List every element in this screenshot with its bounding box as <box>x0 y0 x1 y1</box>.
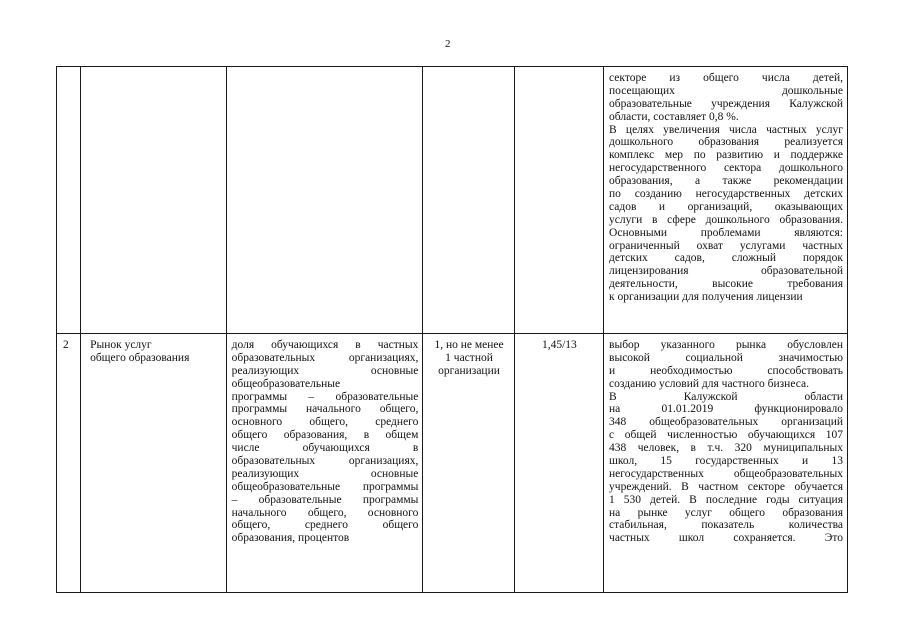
text-line: программы начального общего, <box>231 403 419 416</box>
text-line: доля обучающихся в частных <box>231 339 419 351</box>
text-line: образования, а также рекомендации <box>609 175 843 188</box>
text-line: детских садов, сложный порядок <box>609 252 843 265</box>
text-line: программы – образовательные <box>231 390 419 403</box>
text-line: выбор указанного рынка обусловлен <box>609 339 843 351</box>
indicator-cell <box>226 334 423 593</box>
text-line: 1, но не менее <box>434 339 504 351</box>
text-line: образования, процентов <box>231 532 350 545</box>
target-value-cell <box>423 334 514 593</box>
text-line: реализующих основные <box>231 467 419 480</box>
row-number-cell <box>57 67 81 334</box>
target-value-cell <box>423 67 514 334</box>
text-line: Основными проблемами являются: <box>609 226 843 239</box>
page-number: 2 <box>445 38 451 50</box>
text-line: общеобразовательные программы <box>231 480 419 493</box>
indicator-text <box>227 334 423 547</box>
text-line: числе обучающихся в <box>231 442 419 455</box>
text-line: негосударственного сектора дошкольного <box>609 162 843 175</box>
text-line: школ, 15 государственных и 13 <box>609 455 843 468</box>
text-line: на 01.01.2019 функционировало <box>609 403 843 416</box>
actual-value: 1,45/13 <box>541 339 577 351</box>
text-line: реализующих основные <box>231 364 419 377</box>
text-line: 1 530 детей. В последние годы ситуация <box>609 493 843 506</box>
target-value <box>423 334 513 380</box>
text-line: и необходимостью способствовать <box>609 364 843 377</box>
text-line: области, составляет 0,8 %. <box>609 110 739 123</box>
text-line: посещающих дошкольные <box>609 84 843 97</box>
actual-value-cell <box>514 67 603 334</box>
description-cell <box>604 67 848 334</box>
text-line: ограниченный охват услугами частных <box>609 239 843 252</box>
indicator-cell <box>226 67 423 334</box>
text-line: начального общего, основного <box>231 506 419 519</box>
text-line: частных школ сохраняется. Это <box>609 532 843 545</box>
text-line: учреждений. В частном секторе обучается <box>609 480 843 493</box>
market-name-cell <box>81 67 227 334</box>
description-text <box>604 334 847 547</box>
market-name-cell <box>81 334 227 593</box>
market-name <box>81 334 226 367</box>
text-line: основного общего, среднего <box>231 416 419 429</box>
text-line: образовательных организациях, <box>231 455 419 468</box>
text-line: на рынке услуг общего образования <box>609 506 843 519</box>
text-line: организации <box>438 364 500 377</box>
text-line: общего образования <box>90 351 190 364</box>
text-line: общего, среднего общего <box>231 519 419 532</box>
text-line: дошкольного образования реализуется <box>609 136 843 149</box>
text-line: услуги в сфере дошкольного образования. <box>609 213 843 226</box>
text-line: по созданию негосударственных детских <box>609 188 843 201</box>
text-line: высокой социальной значимостью <box>609 351 843 364</box>
actual-value-wrap <box>515 334 603 354</box>
text-line: садов и организаций, оказывающих <box>609 200 843 213</box>
text-line: образовательные учреждения Калужской <box>609 97 843 110</box>
row-number-cell <box>57 334 81 593</box>
text-line: В Калужской области <box>609 390 843 403</box>
table-row <box>57 334 848 593</box>
text-line: образовательных организациях, <box>231 351 419 364</box>
text-line: с общей численностью обучающихся 107 <box>609 429 843 442</box>
text-line: В целях увеличения числа частных услуг <box>609 123 843 136</box>
text-line: созданию условий для частного бизнеса. <box>609 377 809 390</box>
text-line: 348 общеобразовательных организаций <box>609 416 843 429</box>
text-line: Рынок услуг <box>90 339 152 351</box>
text-line: комплекс мер по развитию и поддержке <box>609 149 843 162</box>
text-line: общеобразовательные <box>231 377 341 390</box>
row-number: 2 <box>63 339 69 351</box>
text-line: 1 частной <box>445 351 493 364</box>
data-table <box>56 66 848 593</box>
text-line: секторе из общего числа детей, <box>609 72 843 84</box>
text-line: – образовательные программы <box>231 493 419 506</box>
text-line: к организации для получения лицензии <box>609 291 803 304</box>
text-line: лицензирования образовательной <box>609 265 843 278</box>
actual-value-cell <box>514 334 603 593</box>
text-line: общего образования, в общем <box>231 429 419 442</box>
description-text <box>604 67 847 306</box>
text-line: деятельности, высокие требования <box>609 278 843 291</box>
text-line: негосударственных общеобразовательных <box>609 467 843 480</box>
text-line: 438 человек, в т.ч. 320 муниципальных <box>609 442 843 455</box>
description-cell <box>604 334 848 593</box>
table-row <box>57 67 848 334</box>
text-line: стабильная, показатель количества <box>609 519 843 532</box>
